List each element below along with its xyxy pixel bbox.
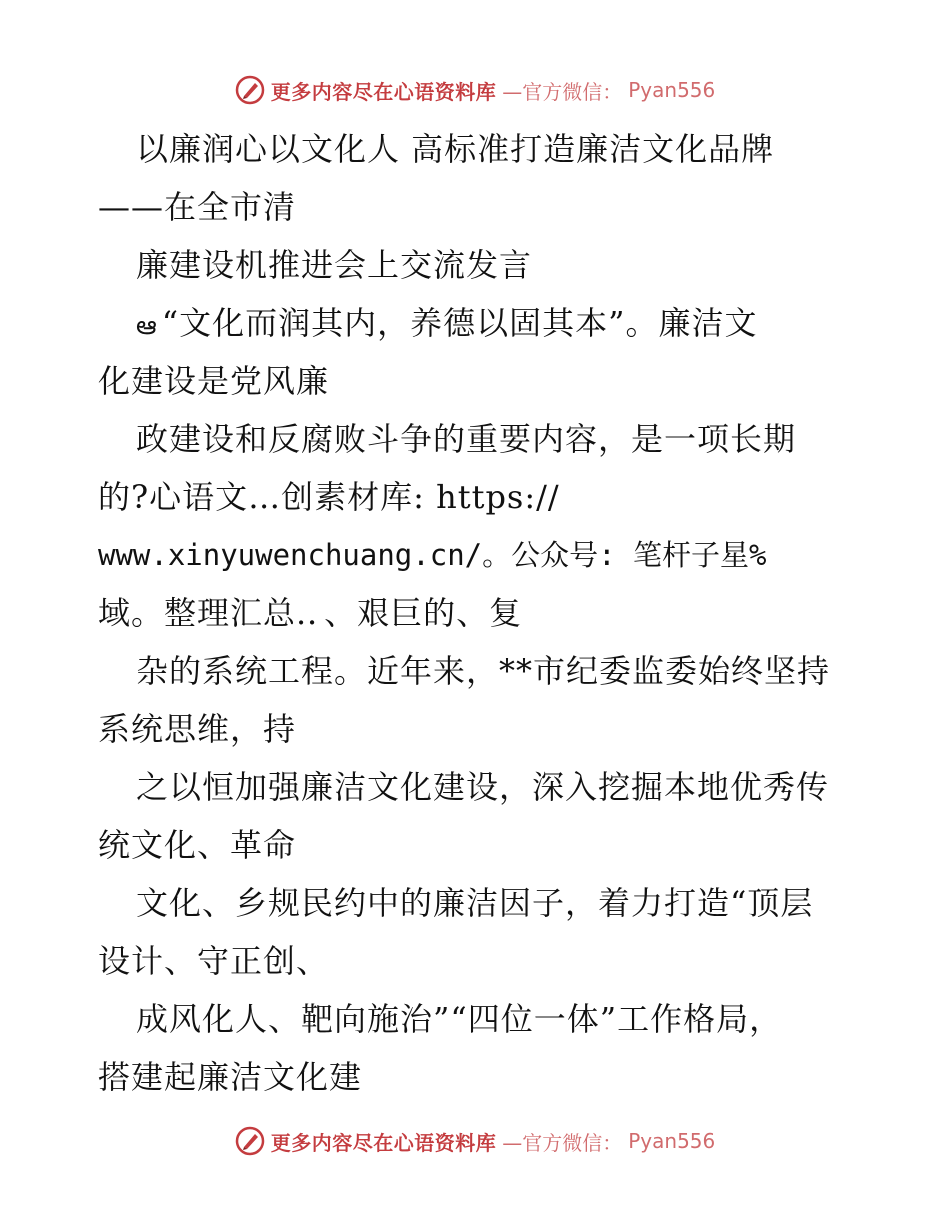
pen-logo-icon — [235, 1126, 265, 1156]
subtitle-line: ——在全市清 — [98, 188, 297, 226]
subtitle-line-continued: 廉建设机推进会上交流发言 — [136, 246, 533, 284]
paragraph-line: 文化、乡规民约中的廉洁因子，着力打造“顶层 — [136, 884, 814, 922]
pen-logo-icon — [235, 75, 265, 105]
paragraph-line: 成风化人、靶向施治”“四位一体”工作格局， — [136, 1000, 783, 1038]
paragraph-line: 搭建起廉洁文化建 — [98, 1058, 363, 1096]
paragraph-line-text: “文化而润其内，养德以固其本”。廉洁文 — [161, 304, 758, 342]
paragraph-line: 政建设和反腐败斗争的重要内容，是一项长期 — [136, 420, 797, 458]
footer-banner — [0, 1121, 950, 1161]
ornament-icon: ఆ — [136, 311, 158, 341]
paragraph-line: 统文化、革命 — [98, 826, 297, 864]
paragraph-line-url: www.xinyuwenchuang.cn/。公众号: 笔杆子星% — [98, 538, 767, 572]
banner-wechat-id: Pyan556 — [628, 78, 716, 102]
banner-sub-text: —官方微信： — [502, 79, 623, 104]
paragraph-line: 化建设是党风廉 — [98, 362, 330, 400]
banner-sub-text: —官方微信： — [502, 1130, 623, 1155]
banner-main-text: 更多内容尽在心语资料库 — [270, 1130, 497, 1155]
paragraph-line: 杂的系统工程。近年来，**市纪委监委始终坚持 — [136, 652, 831, 690]
banner-wechat-id: Pyan556 — [628, 1129, 716, 1153]
paragraph-line: 之以恒加强廉洁文化建设，深入挖掘本地优秀传 — [136, 768, 830, 806]
paragraph-line: 域。整理汇总.．、艰巨的、复 — [98, 594, 523, 632]
paragraph-line — [98, 294, 858, 352]
title-line: 以廉润心以文化人 高标准打造廉洁文化品牌 — [136, 130, 775, 168]
paragraph-line: 设计、守正创、 — [98, 942, 330, 980]
paragraph-line: 的?心语文…创素材库: https:// — [98, 478, 560, 516]
header-banner — [0, 70, 950, 110]
banner-main-text: 更多内容尽在心语资料库 — [270, 79, 497, 104]
paragraph-line: 系统思维，持 — [98, 710, 297, 748]
document-body — [98, 120, 858, 1106]
